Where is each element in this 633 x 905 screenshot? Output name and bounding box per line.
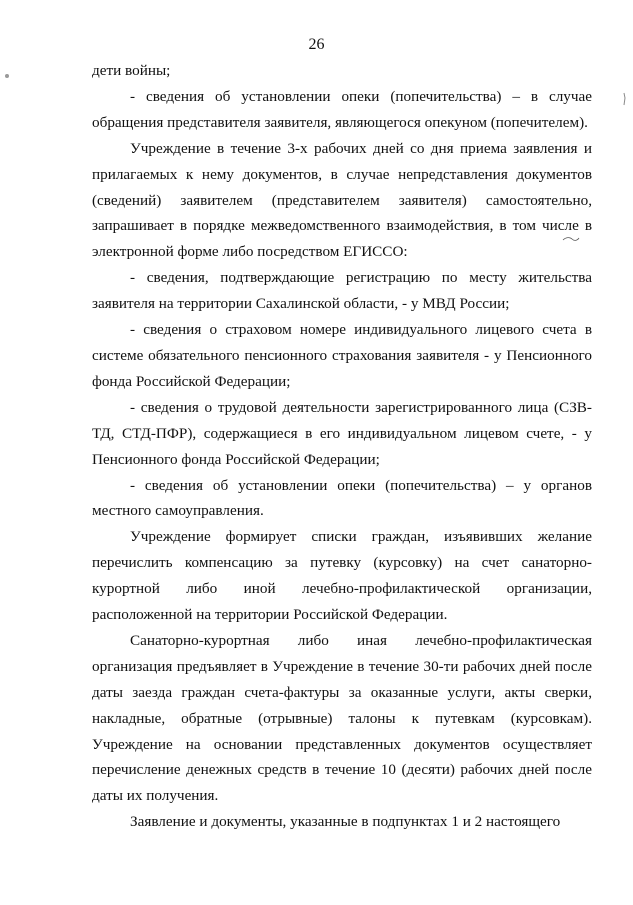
- paragraph-sanatorium-documents: Санаторно-курортная либо иная лечебно-профилактическая организация предъявляет в Учреждение в течение 30-ти рабочих дней после даты заезда граждан счета-фактуры за оказанные услуги, акты сверки, накладные, обратные (отрывные) талоны к путевкам (курсовкам). Учреждение на основании представленных документов осуществляет перечисление денежных средств в течение 10 (десяти) рабочих дней после даты их получения.: [92, 631, 592, 805]
- paragraph-guardianship-local: - сведения об установлении опеки (попечительства) – у органов местного самоуправления.: [92, 476, 592, 520]
- document-body: [92, 58, 592, 835]
- paragraph-interagency-request: Учреждение в течение 3-х рабочих дней со дня приема заявления и прилагаемых к нему документов, в случае непредставления документов (сведений) заявителем (представителем заявителя) самостоятельно, запрашивает в порядке межведомственного взаимодействия, в том числе в электронной форме либо посредством ЕГИССО:: [92, 139, 592, 261]
- paragraph-citizen-lists: Учреждение формирует списки граждан, изъявивших желание перечислить компенсацию за путевку (курсовку) на счет санаторно-курортной либо иной лечебно-профилактической организации, расположенной на территории Российской Федерации.: [92, 528, 592, 624]
- page-number: 26: [308, 36, 325, 53]
- paragraph-application-documents: Заявление и документы, указанные в подпунктах 1 и 2 настоящего: [130, 813, 561, 831]
- paragraph-registration-info: - сведения, подтверждающие регистрацию по месту жительства заявителя на территории Сахалинской области, - у МВД России;: [92, 269, 592, 313]
- paragraph-children-of-war: дети войны;: [92, 62, 171, 79]
- paragraph-guardianship-info: - сведения об установлении опеки (попечительства) – в случае обращения представителя заявителя, являющегося опекуном (попечителем).: [92, 87, 592, 131]
- paragraph-insurance-number-info: - сведения о страховом номере индивидуального лицевого счета в системе обязательного пенсионного страхования заявителя - у Пенсионного фонда Российской Федерации;: [92, 321, 592, 390]
- paragraph-employment-info: - сведения о трудовой деятельности зарегистрированного лица (СЗВ-ТД, СТД-ПФР), содержащиеся в его индивидуальном лицевом счете, - у Пенсионного фонда Российской Федерации;: [92, 398, 592, 468]
- scan-edge-mark: [622, 92, 628, 106]
- pen-scratch-mark: [562, 236, 580, 242]
- scan-dot-mark: [5, 74, 9, 78]
